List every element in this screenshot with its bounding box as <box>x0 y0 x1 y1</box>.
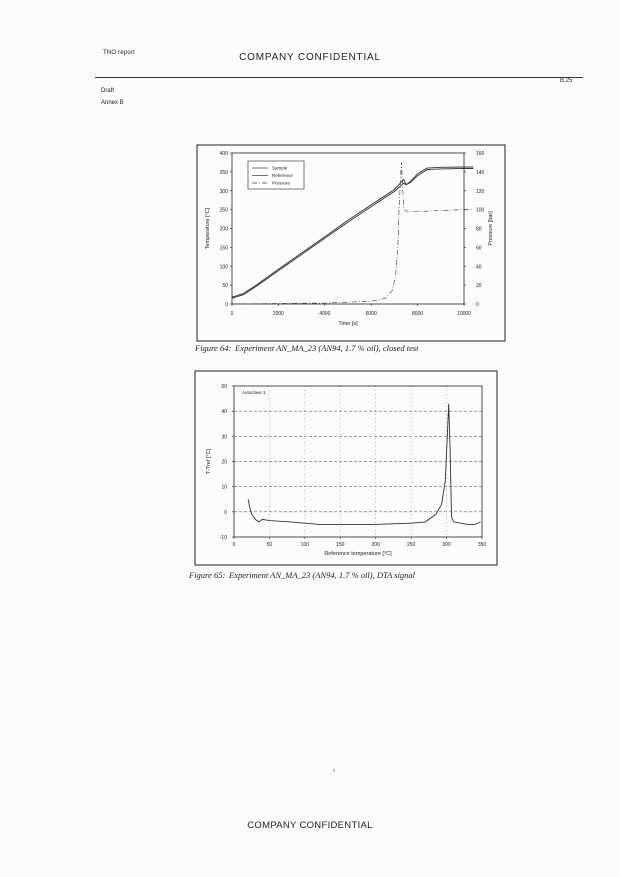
draft-label: Draft <box>101 88 115 94</box>
figure-64-caption-text: Experiment AN_MA_23 (AN94, 1.7 % oil), closed test <box>235 343 419 353</box>
legend-label: Sample <box>272 165 288 171</box>
figure-64-caption <box>195 343 419 353</box>
figure-65-caption-text: Experiment AN_MA_23 (AN94, 1.7 % oil), DTA signal <box>229 570 416 580</box>
chart-frame <box>195 371 497 565</box>
header-rule <box>95 77 583 78</box>
y-tick-label: -10 <box>219 535 227 541</box>
x-tick-label: 100 <box>300 542 310 548</box>
figure-65-caption <box>189 570 415 580</box>
y-tick-label: 250 <box>219 207 228 214</box>
y2-axis-title: Pressure [bar] <box>488 211 494 246</box>
y-tick-label: 300 <box>219 188 228 195</box>
y-tick-label: 200 <box>219 226 228 233</box>
y2-tick-label: 80 <box>476 226 482 233</box>
x-tick-label: 0 <box>232 542 236 548</box>
y2-tick-label: 120 <box>476 188 485 195</box>
y2-tick-label: 40 <box>476 264 482 271</box>
legend-label: Autoclave 1 <box>242 390 266 395</box>
legend-label: Reference <box>272 173 293 179</box>
figure-65-chart <box>194 370 498 566</box>
series-line-dta <box>248 404 480 525</box>
x-tick-label: 2000 <box>272 311 284 317</box>
footer-mark: ‹ <box>333 768 335 774</box>
y-tick-label: 40 <box>221 409 227 416</box>
y2-tick-label: 100 <box>476 207 485 214</box>
y-tick-label: 50 <box>221 384 227 390</box>
report-label: TNO report <box>103 50 136 56</box>
x-tick-label: 350 <box>477 542 487 548</box>
x-tick-label: 0 <box>230 311 234 317</box>
x-tick-label: 10000 <box>457 311 471 317</box>
y2-tick-label: 20 <box>476 283 482 290</box>
x-tick-label: 8000 <box>412 311 424 317</box>
y-tick-label: 30 <box>221 434 227 441</box>
footer-confidential: COMPANY CONFIDENTIAL <box>247 820 373 831</box>
x-axis-title: Time [s] <box>338 321 358 327</box>
y-tick-label: 400 <box>219 151 228 157</box>
y2-tick-label: 160 <box>476 151 485 157</box>
x-tick-label: 250 <box>406 542 416 548</box>
y-tick-label: 20 <box>221 459 227 466</box>
y2-tick-label: 60 <box>476 245 482 252</box>
y-tick-label: 50 <box>222 283 228 290</box>
x-tick-label: 300 <box>442 542 451 548</box>
y-axis-title: T-Tref [°C] <box>206 448 212 475</box>
x-tick-label: 4000 <box>319 311 331 317</box>
x-tick-label: 150 <box>336 542 345 548</box>
chart-65-svg <box>194 370 498 566</box>
chart-64-svg <box>196 144 506 342</box>
series-label-area <box>235 387 481 396</box>
x-tick-label: 50 <box>266 542 273 548</box>
figure-64-chart <box>196 144 506 342</box>
y-tick-label: 10 <box>221 484 227 491</box>
y2-tick-label: 140 <box>476 169 485 176</box>
x-axis-title: Reference temperature [°C] <box>324 551 392 557</box>
legend-label: Pressure <box>272 180 291 186</box>
y2-tick-label: 0 <box>476 302 479 308</box>
figure-64-label: Figure 64: <box>195 343 232 353</box>
x-tick-label: 200 <box>371 542 380 548</box>
figure-65-label: Figure 65: <box>189 570 226 580</box>
y-tick-label: 150 <box>219 245 228 252</box>
y-tick-label: 100 <box>219 264 228 271</box>
header-confidential: COMPANY CONFIDENTIAL <box>239 52 381 63</box>
page-reference: B.25 <box>560 78 573 84</box>
y-tick-label: 350 <box>219 169 228 176</box>
x-tick-label: 6000 <box>365 311 377 317</box>
y-tick-label: 0 <box>225 302 228 308</box>
y-axis-title: Temperature [°C] <box>205 207 211 250</box>
annex-label: Annex B <box>101 100 124 106</box>
y-tick-label: 0 <box>224 509 227 516</box>
